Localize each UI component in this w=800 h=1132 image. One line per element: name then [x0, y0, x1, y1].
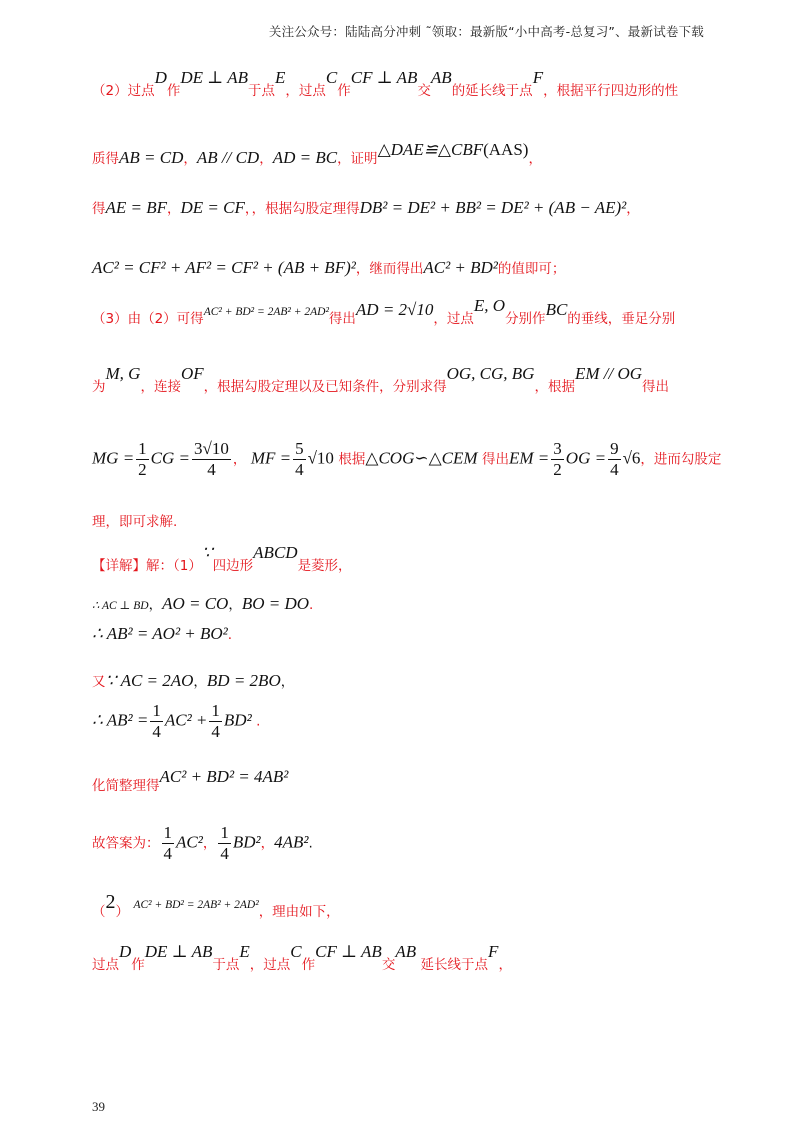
math: D [154, 68, 167, 87]
math: ∵ [201, 543, 213, 562]
math: AC² + BD² = 2AB² + 2AD² [203, 306, 329, 318]
text: （ [92, 904, 106, 920]
fraction [162, 824, 175, 863]
math: BD = 2BO [206, 671, 281, 690]
math: E [239, 942, 250, 961]
text: 于点 [248, 83, 275, 99]
text: ， [167, 201, 181, 217]
answer-line [92, 824, 313, 863]
math: AC² + [164, 710, 208, 730]
math: M, G [105, 364, 141, 383]
math: AC² + BD² = 4AB² [159, 767, 289, 786]
math: MF = [250, 448, 292, 468]
math: BO = DO [241, 594, 310, 613]
text: 得出 [328, 311, 356, 327]
numerator: 3√10 [194, 439, 229, 458]
math: EM // OG [574, 364, 643, 383]
proof-line-1 [92, 594, 313, 614]
solution-line-2 [92, 140, 542, 168]
math: ∴ AB² = AO² + BO² [92, 624, 228, 643]
math: 2 [105, 891, 116, 913]
page-header: 关注公众号：陆陆高分冲刺 ˜领取：最新版“小中高考-总复习”、最新试卷下载 [268, 24, 704, 39]
math: AD = 2√10 [355, 300, 434, 319]
text: 作 [166, 83, 181, 99]
math: CF ⊥ AB [315, 942, 382, 961]
numerator: 1 [138, 439, 147, 458]
text: ，，根据勾股定理得 [244, 201, 360, 217]
math: AD = BC [272, 148, 338, 167]
math: CG = [150, 448, 191, 468]
denominator: 2 [553, 459, 562, 479]
text: 作 [337, 83, 351, 99]
text: 根据 [338, 451, 366, 468]
math: AC² [176, 832, 203, 852]
part2-heading [92, 891, 340, 922]
math: F [532, 68, 544, 87]
math: DB² = DE² + BB² = DE² + (AB − AE)² [359, 198, 627, 217]
text: 得出 [482, 451, 510, 468]
text: 质得 [92, 151, 119, 167]
math: BD² [223, 710, 252, 730]
text: ，进而勾股定 [640, 451, 722, 468]
text: ，理由如下， [258, 904, 340, 920]
text: 四边形 [212, 558, 254, 574]
proof-line-5 [92, 767, 289, 795]
text: 故答案为： [92, 835, 160, 852]
numerator: 1 [220, 823, 229, 842]
math: ABCD [253, 543, 298, 562]
math: E, O [473, 296, 506, 315]
math: 4AB² [274, 832, 309, 852]
text: . [308, 835, 313, 852]
math: CF ⊥ AB [350, 68, 418, 87]
numerator: 1 [163, 823, 172, 842]
math: F [488, 942, 499, 961]
text: 过点 [92, 957, 119, 973]
fraction [209, 702, 222, 741]
fraction [218, 824, 231, 863]
proof-line-4 [92, 702, 260, 741]
text: ， [498, 957, 512, 973]
math: AB // CD [196, 148, 260, 167]
fraction [293, 440, 306, 479]
math: AO = CO [162, 594, 229, 613]
math: ∵ AC = 2AO [105, 671, 194, 690]
solution-line-5 [92, 296, 676, 328]
text: . [309, 597, 314, 613]
math: MG = [92, 448, 135, 468]
text: 的值即可； [497, 261, 566, 277]
math: C [290, 942, 302, 961]
denominator: 4 [610, 459, 619, 479]
text: ，过点 [249, 957, 291, 973]
math: DE ⊥ AB [144, 942, 213, 961]
math: AB = CD [119, 148, 184, 167]
math: √6 [622, 448, 641, 468]
math: ∴ AC ⊥ BD [92, 600, 149, 612]
math: △COG∽△CEM [365, 448, 478, 468]
math: (AAS) [483, 140, 529, 159]
text: 为 [92, 379, 106, 395]
text: 【详解】解：（1） [92, 558, 202, 574]
math: AC² + BD² = 2AB² + 2AD² [133, 899, 259, 911]
math: C [325, 68, 338, 87]
text: 于点 [212, 957, 240, 973]
math: √10 [307, 448, 334, 468]
solution-line-3 [92, 198, 640, 218]
math: BD² [232, 832, 261, 852]
text: ， [232, 451, 247, 468]
text: 的垂线，垂足分别 [567, 311, 676, 327]
math: AC² + BD² [423, 258, 498, 277]
text: ） [115, 904, 129, 920]
text: ，根据平行四边形的性 [543, 83, 679, 99]
proof-line-3 [92, 671, 294, 691]
denominator: 4 [220, 843, 229, 863]
text: . [256, 713, 261, 730]
numerator: 3 [553, 439, 562, 458]
text: 作 [131, 957, 145, 973]
denominator: 4 [152, 721, 161, 741]
text: ，根据 [534, 379, 575, 395]
math: D [119, 942, 132, 961]
math: E [275, 68, 286, 87]
text: 得出 [642, 379, 670, 395]
text: ， [259, 151, 273, 167]
denominator: 4 [163, 843, 172, 863]
text: ，过点 [433, 311, 474, 327]
fraction [608, 440, 621, 479]
text: 交 [381, 957, 396, 973]
text: 分别作 [505, 311, 546, 327]
math: OF [180, 364, 204, 383]
detail-heading [92, 543, 352, 575]
text: ， [260, 835, 275, 852]
math: AC² = CF² + AF² = CF² + (AB + BF)² [92, 258, 356, 277]
numerator: 5 [295, 439, 304, 458]
proof-line-2 [92, 624, 232, 644]
text: 交 [417, 83, 431, 99]
text: （3）由（2）可得 [92, 311, 204, 327]
math: AE = BF [105, 198, 168, 217]
math: AB [395, 942, 417, 961]
numerator: 9 [610, 439, 619, 458]
text: 的延长线于点 [451, 83, 533, 99]
text: 得 [92, 201, 106, 217]
math: BC [545, 300, 568, 319]
numerator: 1 [152, 701, 161, 720]
text: ，继而得出 [355, 261, 424, 277]
text: ， [183, 151, 197, 167]
math: ∴ AB² = [92, 710, 149, 730]
solution-line-1 [92, 68, 679, 100]
text: ， [528, 151, 542, 167]
text: ，根据勾股定理以及已知条件，分别求得 [203, 379, 447, 395]
text: . [227, 627, 233, 643]
denominator: 2 [138, 459, 147, 479]
text: ， [280, 674, 295, 690]
text: ，过点 [285, 83, 326, 99]
numerator: 1 [211, 701, 220, 720]
denominator: 4 [207, 459, 216, 479]
math: OG, CG, BG [446, 364, 535, 383]
math: AB [430, 68, 452, 87]
math: OG = [565, 448, 607, 468]
text: ， [148, 597, 163, 613]
text: 作 [301, 957, 316, 973]
text: ， [228, 597, 242, 613]
text: ， [626, 201, 640, 217]
text: 化简整理得 [92, 778, 160, 794]
text: ，连接 [140, 379, 181, 395]
text: （2）过点 [92, 83, 155, 99]
solution-line-4 [92, 258, 565, 278]
text: 是菱形， [297, 558, 352, 574]
part2-line-1 [92, 942, 512, 974]
solution-line-7 [92, 440, 721, 479]
denominator: 4 [211, 721, 220, 741]
text: 延长线于点 [420, 957, 489, 973]
text: ， [202, 835, 217, 852]
denominator: 4 [295, 459, 304, 479]
math: DE = CF [180, 198, 245, 217]
math: EM = [509, 448, 550, 468]
math: △DAE≌△CBF [377, 140, 484, 159]
solution-line-8 [92, 514, 177, 531]
fraction [150, 702, 163, 741]
solution-line-6 [92, 364, 670, 396]
fraction [136, 440, 149, 479]
page-number: 39 [92, 1099, 105, 1114]
text: 理，即可求解. [92, 514, 178, 530]
fraction [551, 440, 564, 479]
text: 又 [92, 674, 106, 690]
math: DE ⊥ AB [180, 68, 248, 87]
text: ， [193, 674, 207, 690]
text: ，证明 [337, 151, 378, 167]
fraction [192, 440, 231, 479]
